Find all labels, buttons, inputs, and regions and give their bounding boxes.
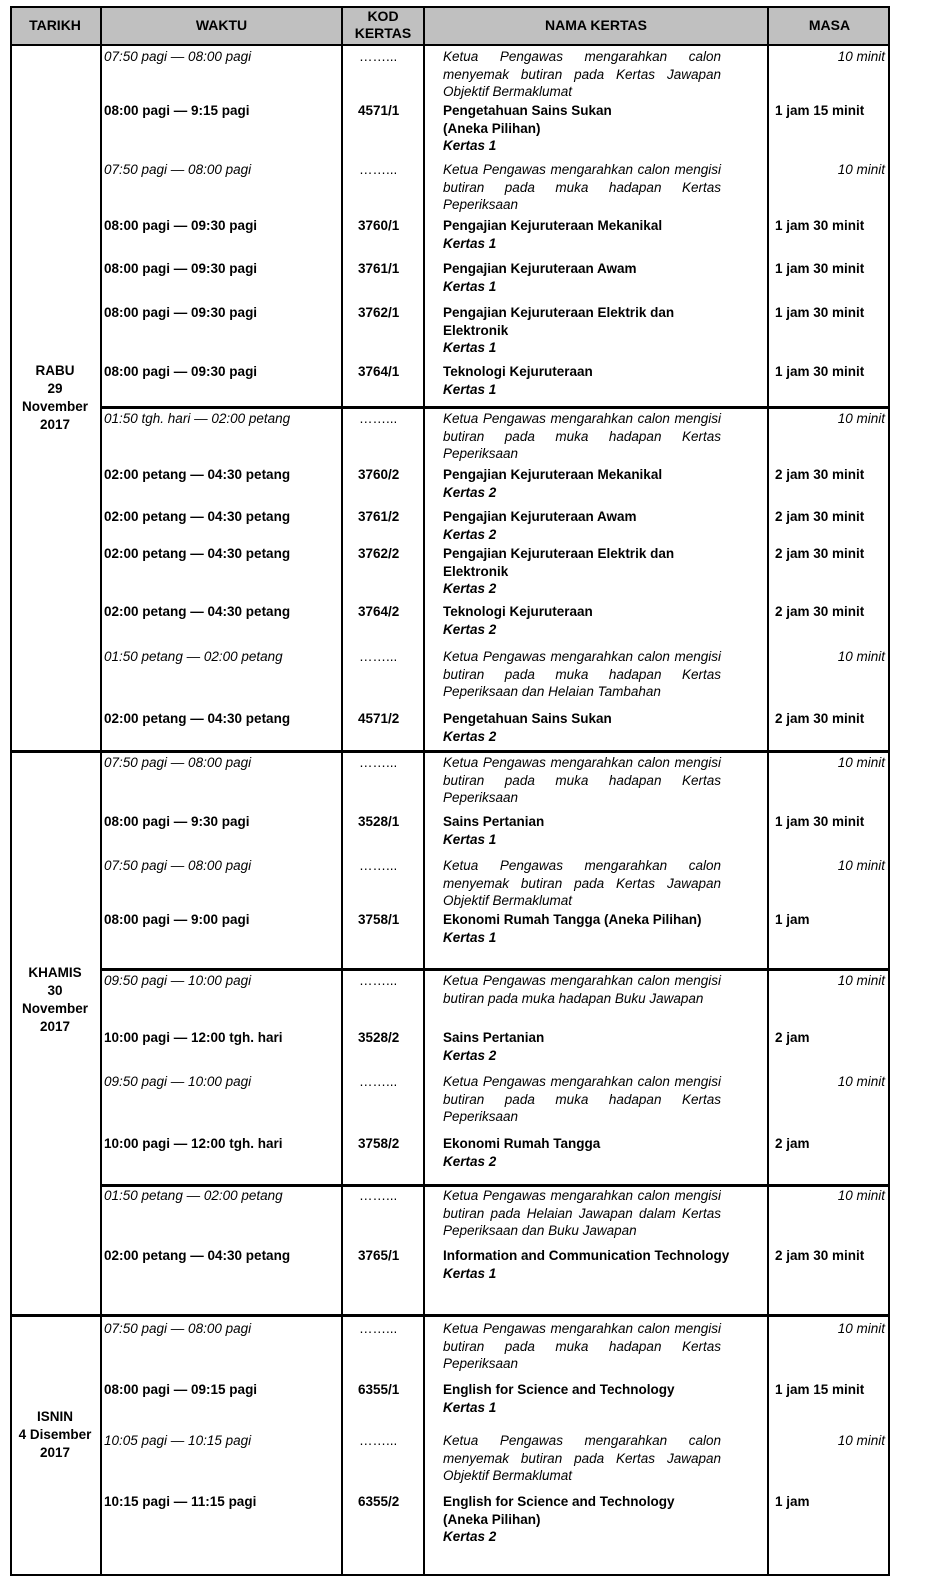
paper-code: 3761/1 bbox=[358, 261, 400, 276]
border-left bbox=[10, 6, 12, 1576]
paper-code: ……... bbox=[359, 1074, 398, 1089]
instruction-text: Ketua Pengawas mengarahkan calon mengisi butiran pada muka hadapan Kertas Peperiksaan bbox=[443, 1321, 721, 1371]
session-rule bbox=[101, 406, 890, 409]
paper-name: Pengajian Kejuruteraan Mekanikal bbox=[443, 467, 663, 482]
divider-nama bbox=[767, 6, 769, 1576]
paper-code: ……... bbox=[359, 1433, 398, 1448]
paper-code: 4571/1 bbox=[358, 103, 400, 118]
duration: 2 jam 30 minit bbox=[775, 467, 865, 482]
time-slot: 01:50 petang — 02:00 petang bbox=[104, 1188, 283, 1203]
time-slot: 08:00 pagi — 9:30 pagi bbox=[104, 814, 250, 829]
paper-name: Sains Pertanian bbox=[443, 814, 545, 829]
paper-code: ……... bbox=[359, 411, 398, 426]
duration: 10 minit bbox=[837, 1321, 885, 1336]
time-slot: 02:00 petang — 04:30 petang bbox=[104, 604, 291, 619]
paper-code: 3758/1 bbox=[358, 912, 400, 927]
header-tarikh: TARIKH bbox=[29, 16, 81, 33]
paper-code: ……... bbox=[359, 1188, 398, 1203]
border-right bbox=[888, 6, 890, 1576]
time-slot: 10:15 pagi — 11:15 pagi bbox=[104, 1494, 257, 1509]
duration: 10 minit bbox=[837, 649, 885, 664]
paper-code: 3762/1 bbox=[358, 305, 400, 320]
instruction-text: Ketua Pengawas mengarahkan calon menyemak butiran pada Kertas Jawapan Objektif Bermaklumat bbox=[443, 858, 721, 908]
header-nama-kertas: NAMA KERTAS bbox=[545, 16, 647, 33]
date-khamis-30-november: KHAMIS 30 November 2017 bbox=[21, 965, 89, 1034]
time-slot: 07:50 pagi — 08:00 pagi bbox=[104, 162, 252, 177]
duration: 10 minit bbox=[837, 162, 885, 177]
paper-code: 3761/2 bbox=[358, 509, 400, 524]
paper-name: Pengajian Kejuruteraan Elektrik dan Elektronik bbox=[443, 546, 675, 579]
time-slot: 02:00 petang — 04:30 petang bbox=[104, 509, 291, 524]
paper-code: ……... bbox=[359, 49, 398, 64]
time-slot: 09:50 pagi — 10:00 pagi bbox=[104, 973, 252, 988]
paper-code: ……... bbox=[359, 755, 398, 770]
paper-code: 4571/2 bbox=[358, 711, 400, 726]
duration: 1 jam 15 minit bbox=[775, 103, 865, 118]
paper-name: Teknologi Kejuruteraan bbox=[443, 604, 593, 619]
paper-name: Teknologi Kejuruteraan bbox=[443, 364, 593, 379]
paper-part: Kertas 2 bbox=[443, 621, 497, 637]
paper-name: Information and Communication Technology bbox=[443, 1248, 730, 1263]
paper-name: Pengajian Kejuruteraan Elektrik dan Elektronik bbox=[443, 305, 675, 338]
paper-code: 3528/1 bbox=[358, 814, 400, 829]
paper-code: 6355/1 bbox=[358, 1382, 400, 1397]
duration: 2 jam 30 minit bbox=[775, 546, 865, 561]
instruction-text: Ketua Pengawas mengarahkan calon menyemak butiran pada Kertas Jawapan Objektif Bermaklumat bbox=[443, 49, 721, 99]
instruction-text: Ketua Pengawas mengarahkan calon mengisi butiran pada muka hadapan Kertas Peperiksaan bbox=[443, 411, 721, 461]
paper-code: 3762/2 bbox=[358, 546, 400, 561]
duration: 10 minit bbox=[837, 1188, 885, 1203]
duration: 10 minit bbox=[837, 755, 885, 770]
duration: 1 jam bbox=[775, 1494, 810, 1509]
paper-code: 3764/2 bbox=[358, 604, 400, 619]
time-slot: 08:00 pagi — 9:15 pagi bbox=[104, 103, 250, 118]
day-rule bbox=[10, 750, 890, 753]
instruction-text: Ketua Pengawas mengarahkan calon mengisi butiran pada muka hadapan Kertas Peperiksaan bbox=[443, 755, 721, 805]
paper-name: English for Science and Technology bbox=[443, 1382, 675, 1397]
duration: 10 minit bbox=[837, 411, 885, 426]
duration: 1 jam 30 minit bbox=[775, 364, 865, 379]
duration: 1 jam 30 minit bbox=[775, 261, 865, 276]
time-slot: 10:00 pagi — 12:00 tgh. hari bbox=[104, 1030, 283, 1045]
border-bottom bbox=[10, 1574, 890, 1576]
date-rabu-29-november: RABU 29 November 2017 bbox=[21, 363, 89, 432]
time-slot: 08:00 pagi — 09:30 pagi bbox=[104, 364, 258, 379]
paper-code: ……... bbox=[359, 973, 398, 988]
paper-code: ……... bbox=[359, 649, 398, 664]
instruction-text: Ketua Pengawas mengarahkan calon mengisi butiran pada Helaian Jawapan dalam Kertas Peperiksaan dan Buku Jawapan bbox=[443, 1188, 721, 1238]
paper-name: Pengetahuan Sains Sukan (Aneka Pilihan) bbox=[443, 103, 612, 136]
header-waktu: WAKTU bbox=[195, 16, 248, 33]
instruction-text: Ketua Pengawas mengarahkan calon mengisi butiran pada muka hadapan Kertas Peperiksaan bbox=[443, 1074, 721, 1124]
paper-code: 3764/1 bbox=[358, 364, 400, 379]
instruction-text: Ketua Pengawas mengarahkan calon mengisi butiran pada muka hadapan Kertas Peperiksaan dan Helaian Tambahan bbox=[443, 649, 721, 699]
instruction-text: Ketua Pengawas mengarahkan calon mengisi butiran pada muka hadapan Kertas Peperiksaan bbox=[443, 162, 721, 212]
instruction-text: Ketua Pengawas mengarahkan calon mengisi butiran pada muka hadapan Buku Jawapan bbox=[443, 973, 721, 1006]
duration: 1 jam bbox=[775, 912, 810, 927]
paper-name: Pengetahuan Sains Sukan bbox=[443, 711, 612, 726]
duration: 10 minit bbox=[837, 1433, 885, 1448]
paper-code: 3760/2 bbox=[358, 467, 400, 482]
time-slot: 02:00 petang — 04:30 petang bbox=[104, 711, 291, 726]
time-slot: 08:00 pagi — 09:30 pagi bbox=[104, 305, 258, 320]
duration: 2 jam 30 minit bbox=[775, 1248, 865, 1263]
paper-code: 3528/2 bbox=[358, 1030, 400, 1045]
paper-name: English for Science and Technology (Aneka Pilihan) bbox=[443, 1494, 675, 1527]
time-slot: 08:00 pagi — 09:30 pagi bbox=[104, 261, 258, 276]
time-slot: 07:50 pagi — 08:00 pagi bbox=[104, 1321, 252, 1336]
paper-name: Pengajian Kejuruteraan Awam bbox=[443, 261, 637, 276]
paper-part: Kertas 2 bbox=[443, 484, 497, 500]
paper-name: Ekonomi Rumah Tangga bbox=[443, 1136, 601, 1151]
paper-code: 3758/2 bbox=[358, 1136, 400, 1151]
session-rule bbox=[101, 968, 890, 971]
time-slot: 02:00 petang — 04:30 petang bbox=[104, 546, 291, 561]
paper-code: 3760/1 bbox=[358, 218, 400, 233]
duration: 10 minit bbox=[837, 973, 885, 988]
time-slot: 07:50 pagi — 08:00 pagi bbox=[104, 858, 252, 873]
paper-part: Kertas 1 bbox=[443, 278, 497, 294]
time-slot: 10:00 pagi — 12:00 tgh. hari bbox=[104, 1136, 283, 1151]
paper-part: Kertas 1 bbox=[443, 138, 497, 153]
paper-part: Kertas 2 bbox=[443, 1153, 497, 1169]
duration: 1 jam 30 minit bbox=[775, 814, 865, 829]
header-kod-kertas: KOD KERTAS bbox=[354, 8, 412, 41]
paper-part: Kertas 1 bbox=[443, 381, 497, 397]
time-slot: 09:50 pagi — 10:00 pagi bbox=[104, 1074, 252, 1089]
duration: 10 minit bbox=[837, 1074, 885, 1089]
paper-part: Kertas 2 bbox=[443, 526, 497, 542]
paper-code: ……... bbox=[359, 858, 398, 873]
duration: 1 jam 15 minit bbox=[775, 1382, 865, 1397]
divider-waktu bbox=[341, 6, 343, 1576]
duration: 10 minit bbox=[837, 858, 885, 873]
duration: 2 jam 30 minit bbox=[775, 509, 865, 524]
exam-schedule-table bbox=[10, 6, 890, 1576]
paper-name: Pengajian Kejuruteraan Awam bbox=[443, 509, 637, 524]
paper-name: Ekonomi Rumah Tangga (Aneka Pilihan) bbox=[443, 912, 702, 927]
divider-kod bbox=[423, 6, 425, 1576]
time-slot: 01:50 petang — 02:00 petang bbox=[104, 649, 283, 664]
duration: 1 jam 30 minit bbox=[775, 218, 865, 233]
date-isnin-4-disember: ISNIN 4 Disember 2017 bbox=[18, 1409, 92, 1460]
time-slot: 01:50 tgh. hari — 02:00 petang bbox=[104, 411, 291, 426]
duration: 2 jam 30 minit bbox=[775, 604, 865, 619]
time-slot: 08:00 pagi — 09:15 pagi bbox=[104, 1382, 258, 1397]
paper-part: Kertas 2 bbox=[443, 1529, 497, 1544]
day-rule bbox=[10, 1314, 890, 1317]
paper-part: Kertas 1 bbox=[443, 1399, 497, 1415]
instruction-text: Ketua Pengawas mengarahkan calon menyemak butiran pada Kertas Jawapan Objektif Bermaklumat bbox=[443, 1433, 721, 1483]
time-slot: 02:00 petang — 04:30 petang bbox=[104, 467, 291, 482]
time-slot: 07:50 pagi — 08:00 pagi bbox=[104, 755, 252, 770]
header-masa: MASA bbox=[808, 16, 851, 33]
paper-part: Kertas 1 bbox=[443, 929, 497, 945]
duration: 1 jam 30 minit bbox=[775, 305, 865, 320]
paper-part: Kertas 1 bbox=[443, 235, 497, 251]
time-slot: 08:00 pagi — 09:30 pagi bbox=[104, 218, 258, 233]
paper-part: Kertas 2 bbox=[443, 728, 497, 744]
time-slot: 02:00 petang — 04:30 petang bbox=[104, 1248, 291, 1263]
time-slot: 07:50 pagi — 08:00 pagi bbox=[104, 49, 252, 64]
paper-part: Kertas 1 bbox=[443, 831, 497, 847]
duration: 10 minit bbox=[837, 49, 885, 64]
duration: 2 jam 30 minit bbox=[775, 711, 865, 726]
paper-name: Sains Pertanian bbox=[443, 1030, 545, 1045]
duration: 2 jam bbox=[775, 1030, 810, 1045]
header-rule bbox=[10, 44, 890, 46]
paper-code: 3765/1 bbox=[358, 1248, 400, 1263]
time-slot: 10:05 pagi — 10:15 pagi bbox=[104, 1433, 252, 1448]
paper-part: Kertas 2 bbox=[443, 1047, 497, 1063]
paper-part: Kertas 2 bbox=[443, 581, 497, 596]
paper-name: Pengajian Kejuruteraan Mekanikal bbox=[443, 218, 663, 233]
paper-part: Kertas 1 bbox=[443, 1265, 497, 1281]
paper-code: ……... bbox=[359, 162, 398, 177]
divider-tarikh bbox=[100, 6, 102, 1576]
time-slot: 08:00 pagi — 9:00 pagi bbox=[104, 912, 250, 927]
paper-part: Kertas 1 bbox=[443, 340, 497, 355]
paper-code: ……... bbox=[359, 1321, 398, 1336]
border-top bbox=[10, 6, 890, 8]
paper-code: 6355/2 bbox=[358, 1494, 400, 1509]
duration: 2 jam bbox=[775, 1136, 810, 1151]
